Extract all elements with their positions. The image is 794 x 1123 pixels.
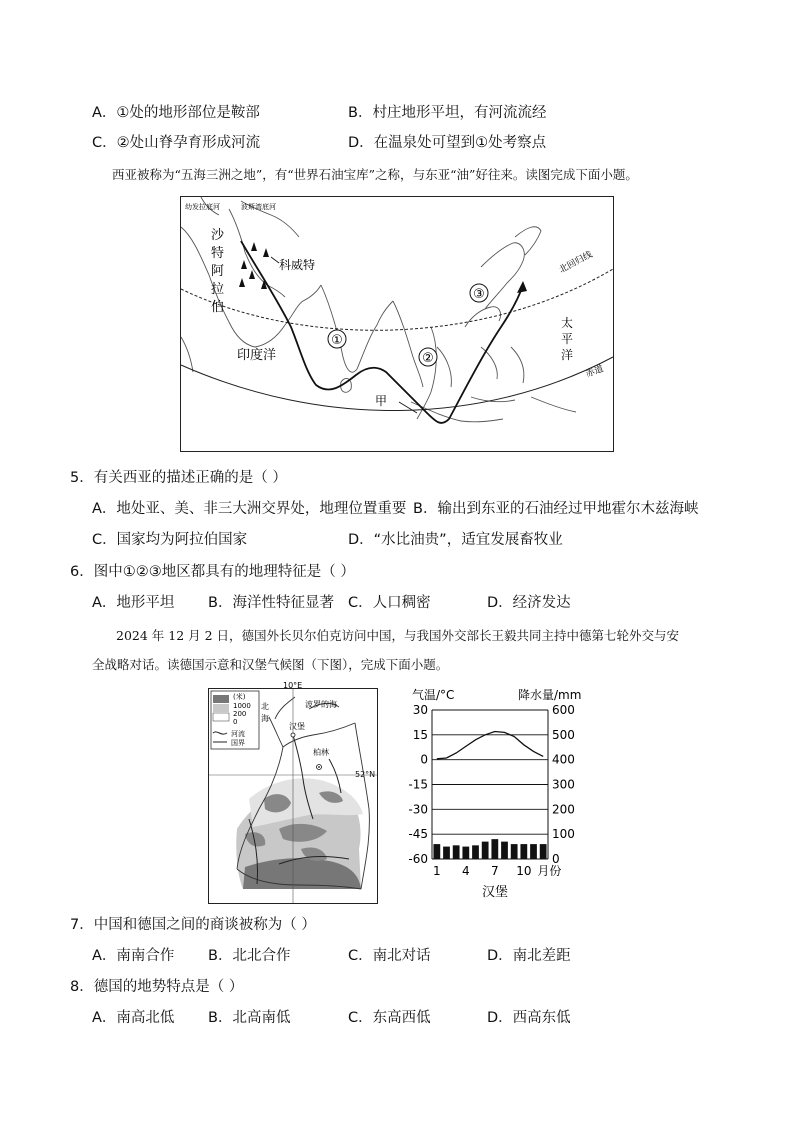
north-sea-label-2: 海 (261, 714, 269, 723)
month-axis-label: 月份 (537, 864, 562, 878)
baltic-label: 波罗的海 (305, 700, 337, 709)
legend-0: 0 (233, 718, 238, 726)
germany-map (208, 681, 378, 904)
jia-label: 甲 (375, 394, 388, 408)
chart-city-label: 汉堡 (481, 885, 509, 900)
q8-stem: 8．德国的地势特点是（ ） (70, 979, 244, 995)
label-3: ③ (473, 287, 485, 302)
month-tick-label: 1 (433, 864, 441, 878)
q5-stem: 5．有关西亚的描述正确的是（ ） (70, 470, 287, 486)
q6-stem: 6．图中①②③地区都具有的地理特征是（ ） (70, 564, 355, 580)
q6-option-d: D．经济发达 (487, 595, 571, 611)
legend-border: 国界 (231, 739, 245, 747)
month-tick-label: 10 (516, 864, 532, 878)
map-graphic (181, 197, 613, 451)
legend-200: 200 (233, 710, 247, 718)
label-2: ② (422, 351, 434, 366)
precip-bar (530, 844, 537, 859)
legend-unit: (米) (233, 693, 246, 701)
temp-axis-title: 气温/°C (412, 688, 455, 702)
q5-option-a: A．地处亚、美、非三大洲交界处，地理位置重要 (92, 501, 407, 517)
intro-paragraph-2-line-2: 全战略对话。读德国示意和汉堡气候图（下图），完成下面小题。 (92, 657, 449, 672)
q6-option-b: B．海洋性特征显著 (208, 595, 334, 611)
q5-option-b: B．输出到东亚的石油经过甲地霍尔木兹海峡 (413, 501, 699, 517)
precip-tick-label: 600 (552, 703, 575, 717)
temp-tick-label: -60 (408, 852, 428, 866)
oil-derrick-icons (239, 242, 269, 289)
q4-option-b: B．村庄地形平坦，有河流流经 (348, 105, 547, 121)
pacific-label-1: 太 (561, 316, 574, 330)
q7-stem: 7．中国和德国之间的商谈被称为（ ） (70, 917, 316, 933)
tropic-of-cancer-line (181, 269, 613, 330)
saudi-label-1: 沙 (211, 228, 225, 243)
saudi-label-2: 特 (211, 246, 225, 261)
precip-tick-label: 200 (552, 802, 575, 817)
precip-bar (482, 842, 489, 859)
temp-tick-label: -15 (408, 777, 428, 792)
persian-gulf-label: 波斯湾底河 (241, 203, 276, 211)
q5-option-c: C．国家均为阿拉伯国家 (92, 532, 248, 548)
precip-bar (540, 844, 547, 859)
lat-label: 52°N (355, 770, 376, 779)
temp-tick-label: -45 (408, 827, 428, 842)
saudi-label-3: 阿 (211, 264, 225, 279)
q7-option-a: A．南南合作 (92, 948, 175, 964)
label-1: ① (331, 333, 343, 348)
precip-axis-title: 降水量/mm (518, 688, 582, 702)
precip-bar (511, 844, 518, 859)
precip-bar (491, 839, 498, 859)
west-asia-map (180, 196, 614, 452)
precip-tick-label: 300 (552, 777, 575, 792)
pacific-label-2: 平 (561, 332, 574, 346)
temp-tick-label: 30 (412, 703, 428, 717)
precip-bar (433, 844, 440, 859)
q5-option-d: D．“水比油贵”，适宜发展畜牧业 (348, 532, 563, 548)
legend-1000: 1000 (233, 702, 251, 710)
germany-map-graphic (209, 681, 377, 903)
temperature-curve (437, 732, 543, 759)
route-arrowhead (517, 281, 527, 293)
indian-ocean-label: 印度洋 (237, 348, 277, 363)
kuwait-label: 科威特 (279, 258, 316, 272)
lon-label: 10°E (283, 681, 303, 690)
q7-option-d: D．南北差距 (487, 948, 571, 964)
temp-tick-label: 15 (412, 727, 428, 742)
q4-option-d: D．在温泉处可望到①处考察点 (348, 135, 547, 151)
q7-option-c: C．南北对话 (348, 948, 431, 964)
saudi-label-4: 拉 (211, 282, 225, 297)
q6-option-c: C．人口稠密 (348, 595, 431, 611)
climate-chart-graphic (398, 682, 598, 902)
equator-label: 赤道 (584, 364, 605, 380)
intro-paragraph-1: 西亚被称为“五海三洲之地”，有“世界石油宝库”之称，与东亚“油”好往来。读图完成下面小题。 (112, 167, 638, 182)
hamburg-label: 汉堡 (289, 722, 305, 731)
temp-tick-label: -30 (408, 802, 428, 817)
pacific-label-3: 洋 (561, 348, 574, 362)
euphrates-label: 幼发拉底河 (185, 203, 220, 211)
precip-tick-label: 100 (552, 827, 575, 842)
q6-option-a: A．地形平坦 (92, 595, 175, 611)
q4-option-c: C．②处山脊孕育形成河流 (92, 135, 261, 151)
month-tick-label: 4 (462, 864, 470, 878)
q8-option-d: D．西高东低 (487, 1010, 571, 1026)
precip-bar (443, 847, 450, 859)
precip-tick-label: 400 (552, 752, 575, 767)
saudi-label-5: 伯 (211, 300, 225, 315)
precip-bar (520, 844, 527, 859)
precip-bar (462, 847, 469, 859)
precip-tick-label: 500 (552, 727, 575, 742)
temp-tick-label: 0 (420, 752, 428, 767)
berlin-label: 柏林 (313, 748, 329, 757)
precip-bar (453, 845, 460, 859)
q4-option-a: A．①处的地形部位是鞍部 (92, 105, 260, 121)
q8-option-b: B．北高南低 (208, 1010, 291, 1026)
precip-bar (472, 845, 479, 859)
precip-tick-label: 0 (552, 852, 560, 866)
q7-option-b: B．北北合作 (208, 948, 291, 964)
q8-option-a: A．南高北低 (92, 1010, 175, 1026)
hamburg-climate-chart (398, 682, 598, 902)
q8-option-c: C．东高西低 (348, 1010, 431, 1026)
tropic-label: 北回归线 (557, 249, 595, 276)
hamburg-marker (291, 733, 295, 737)
month-tick-label: 7 (491, 864, 499, 878)
intro-paragraph-2-line-1: 2024 年 12 月 2 日，德国外长贝尔伯克访问中国，与我国外交部长王毅共同主持中德第七轮外交与安 (116, 628, 680, 643)
legend-river: 河流 (231, 730, 245, 738)
north-sea-label-1: 北 (261, 702, 269, 711)
precip-bar (501, 842, 508, 859)
